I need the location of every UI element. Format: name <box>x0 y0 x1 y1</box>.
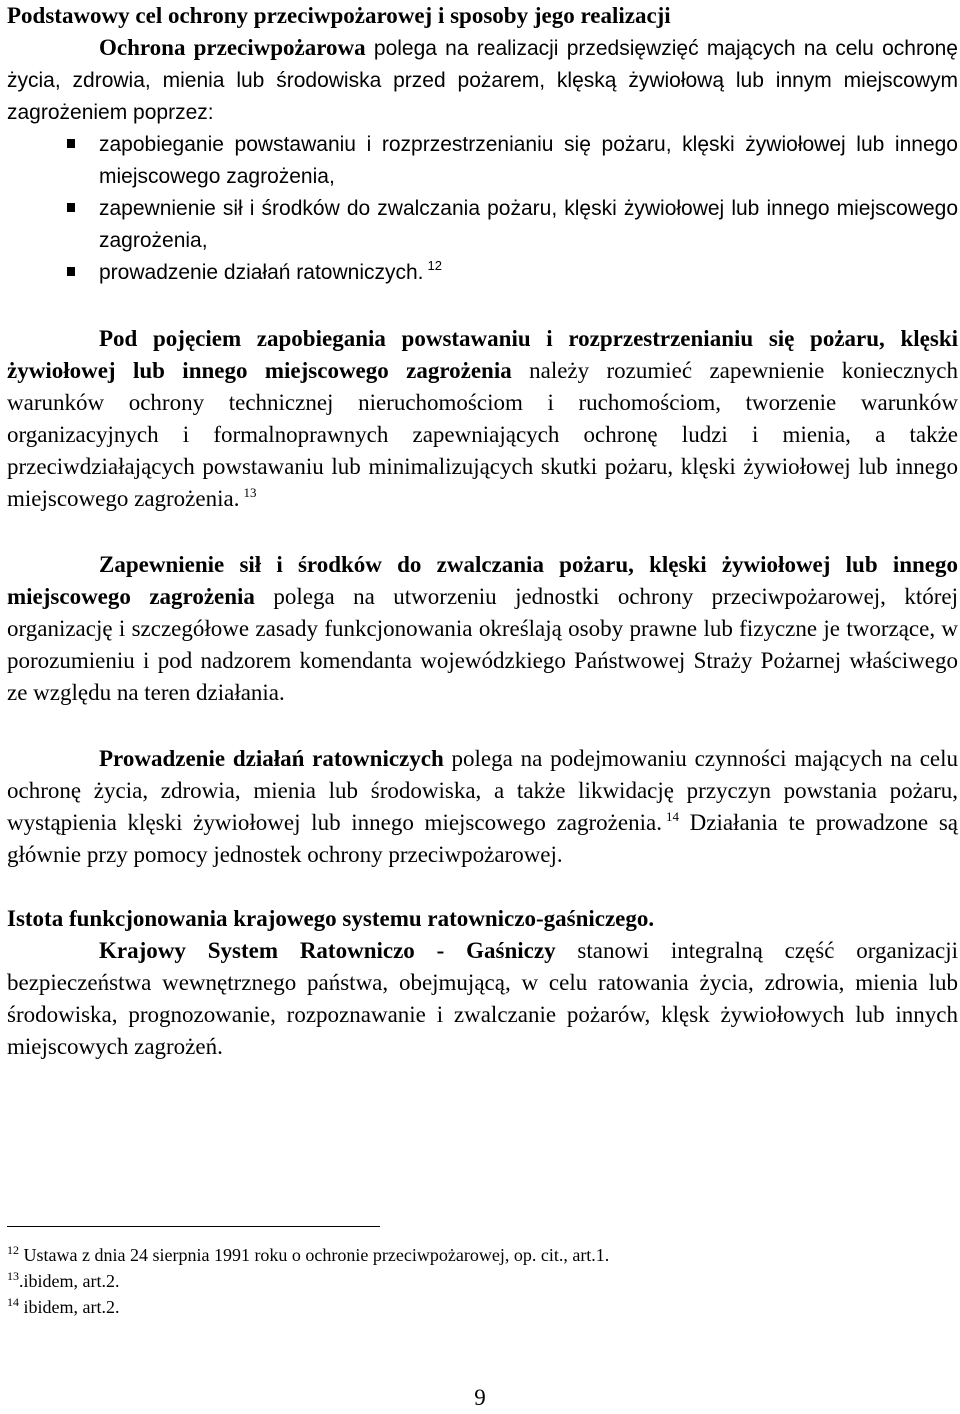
list-item: zapewnienie sił i środków do zwalczania pożaru, klęski żywiołowej lub innego miejscowego zagrożenia, <box>99 193 958 257</box>
prevention-text: należy rozumieć zapewnienie koniecznych warunków ochrony technicznej nieruchomościom i ruchomościom, tworzenie warunków organizacyjnych i formalnoprawnych zapewniających ochronę ludzi i mienia, a także przeciwdziałających powstawaniu lub minimalizujących skutki pożaru, klęski żywiołowej lub innego miejscowego zagrożenia. <box>7 358 958 511</box>
forces-term: Zapewnienie sił i środków do zwalczania pożaru, klęski żywiołowej lub innego miejscowego zagrożenia <box>7 552 958 609</box>
system-text: stanowi integralną część organizacji bezpieczeństwa wewnętrznego państwa, obejmującą, w celu ratowania życia, zdrowia, mienia lub środowiska, prognozowanie, rozpoznawanie i zwalczanie pożarów, klęsk żywiołowych lub innych miejscowych zagrożeń. <box>7 938 958 1059</box>
prevention-paragraph <box>7 323 958 515</box>
footnote-text: .ibidem, art.2. <box>19 1271 120 1291</box>
rescue-term: Prowadzenie działań ratowniczych <box>99 746 444 771</box>
forces-text: polega na utworzeniu jednostki ochrony przeciwpożarowej, której organizację i szczegółowe zasady funkcjonowania określają osoby prawne lub fizyczne je tworzące, w porozumieniu i pod nadzorem komendanta wojewódzkiego Państwowej Straży Pożarnej właściwego ze względu na teren działania. <box>7 584 958 705</box>
footnote-text: Ustawa z dnia 24 sierpnia 1991 roku o ochronie przeciwpożarowej, op. cit., art.1. <box>19 1245 610 1265</box>
footnote-number: 12 <box>7 1243 19 1257</box>
footnotes <box>7 1242 947 1320</box>
intro-text: polega na realizacji przedsięwzięć mających na celu ochronę życia, zdrowia, mienia lub środowiska przed pożarem, klęską żywiołową lub innym miejscowym zagrożeniem poprzez: <box>7 37 958 124</box>
section-heading: Podstawowy cel ochrony przeciwpożarowej i sposoby jego realizacji <box>7 3 671 28</box>
list-item: zapobieganie powstawaniu i rozprzestrzenianiu się pożaru, klęski żywiołowej lub innego miejscowego zagrożenia, <box>99 129 958 193</box>
rescue-text-continued: Działania te prowadzone są głównie przy pomocy jednostek ochrony przeciwpożarowej. <box>7 810 958 867</box>
intro-paragraph <box>7 32 958 129</box>
footnote <box>7 1294 947 1320</box>
spacer <box>7 515 958 549</box>
rescue-text: polega na podejmowaniu czynności mających na celu ochronę życia, zdrowia, mienia lub środowiska, a także likwidację przyczyn powstania pożaru, wystąpienia klęski żywiołowej lub innego miejscowego zagrożenia. <box>7 746 959 835</box>
rescue-paragraph <box>7 743 958 871</box>
page-number: 9 <box>474 1385 486 1410</box>
section-heading: Istota funkcjonowania krajowego systemu ratowniczo-gaśniczego. <box>7 906 655 931</box>
spacer <box>7 289 958 323</box>
system-paragraph <box>7 935 958 1063</box>
forces-paragraph <box>7 549 958 709</box>
footnote-number: 13 <box>7 1269 19 1283</box>
footnote <box>7 1242 947 1268</box>
footnote-text: ibidem, art.2. <box>19 1297 120 1317</box>
square-bullet-icon <box>67 139 75 148</box>
document-page <box>7 0 958 1063</box>
footnote-ref: 14 <box>665 809 679 824</box>
footnote-ref: 12 <box>427 258 442 273</box>
footnote-ref: 13 <box>243 485 257 500</box>
intro-term: Ochrona przeciwpożarowa <box>99 35 366 60</box>
prevention-term: Pod pojęciem zapobiegania powstawaniu i rozprzestrzenianiu się pożaru, klęski żywiołowej lub innego miejscowego zagrożenia <box>7 326 958 383</box>
list-item: prowadzenie działań ratowniczych. $^{12}$ <box>99 257 958 289</box>
spacer <box>7 709 958 743</box>
footnote-number: 14 <box>7 1295 19 1309</box>
footnote-divider <box>7 1226 380 1227</box>
square-bullet-icon <box>67 203 75 212</box>
footnote <box>7 1268 947 1294</box>
system-term: Krajowy System Ratowniczo - Gaśniczy <box>99 938 556 963</box>
square-bullet-icon <box>67 267 75 276</box>
spacer <box>7 871 958 903</box>
measures-list <box>7 129 958 289</box>
